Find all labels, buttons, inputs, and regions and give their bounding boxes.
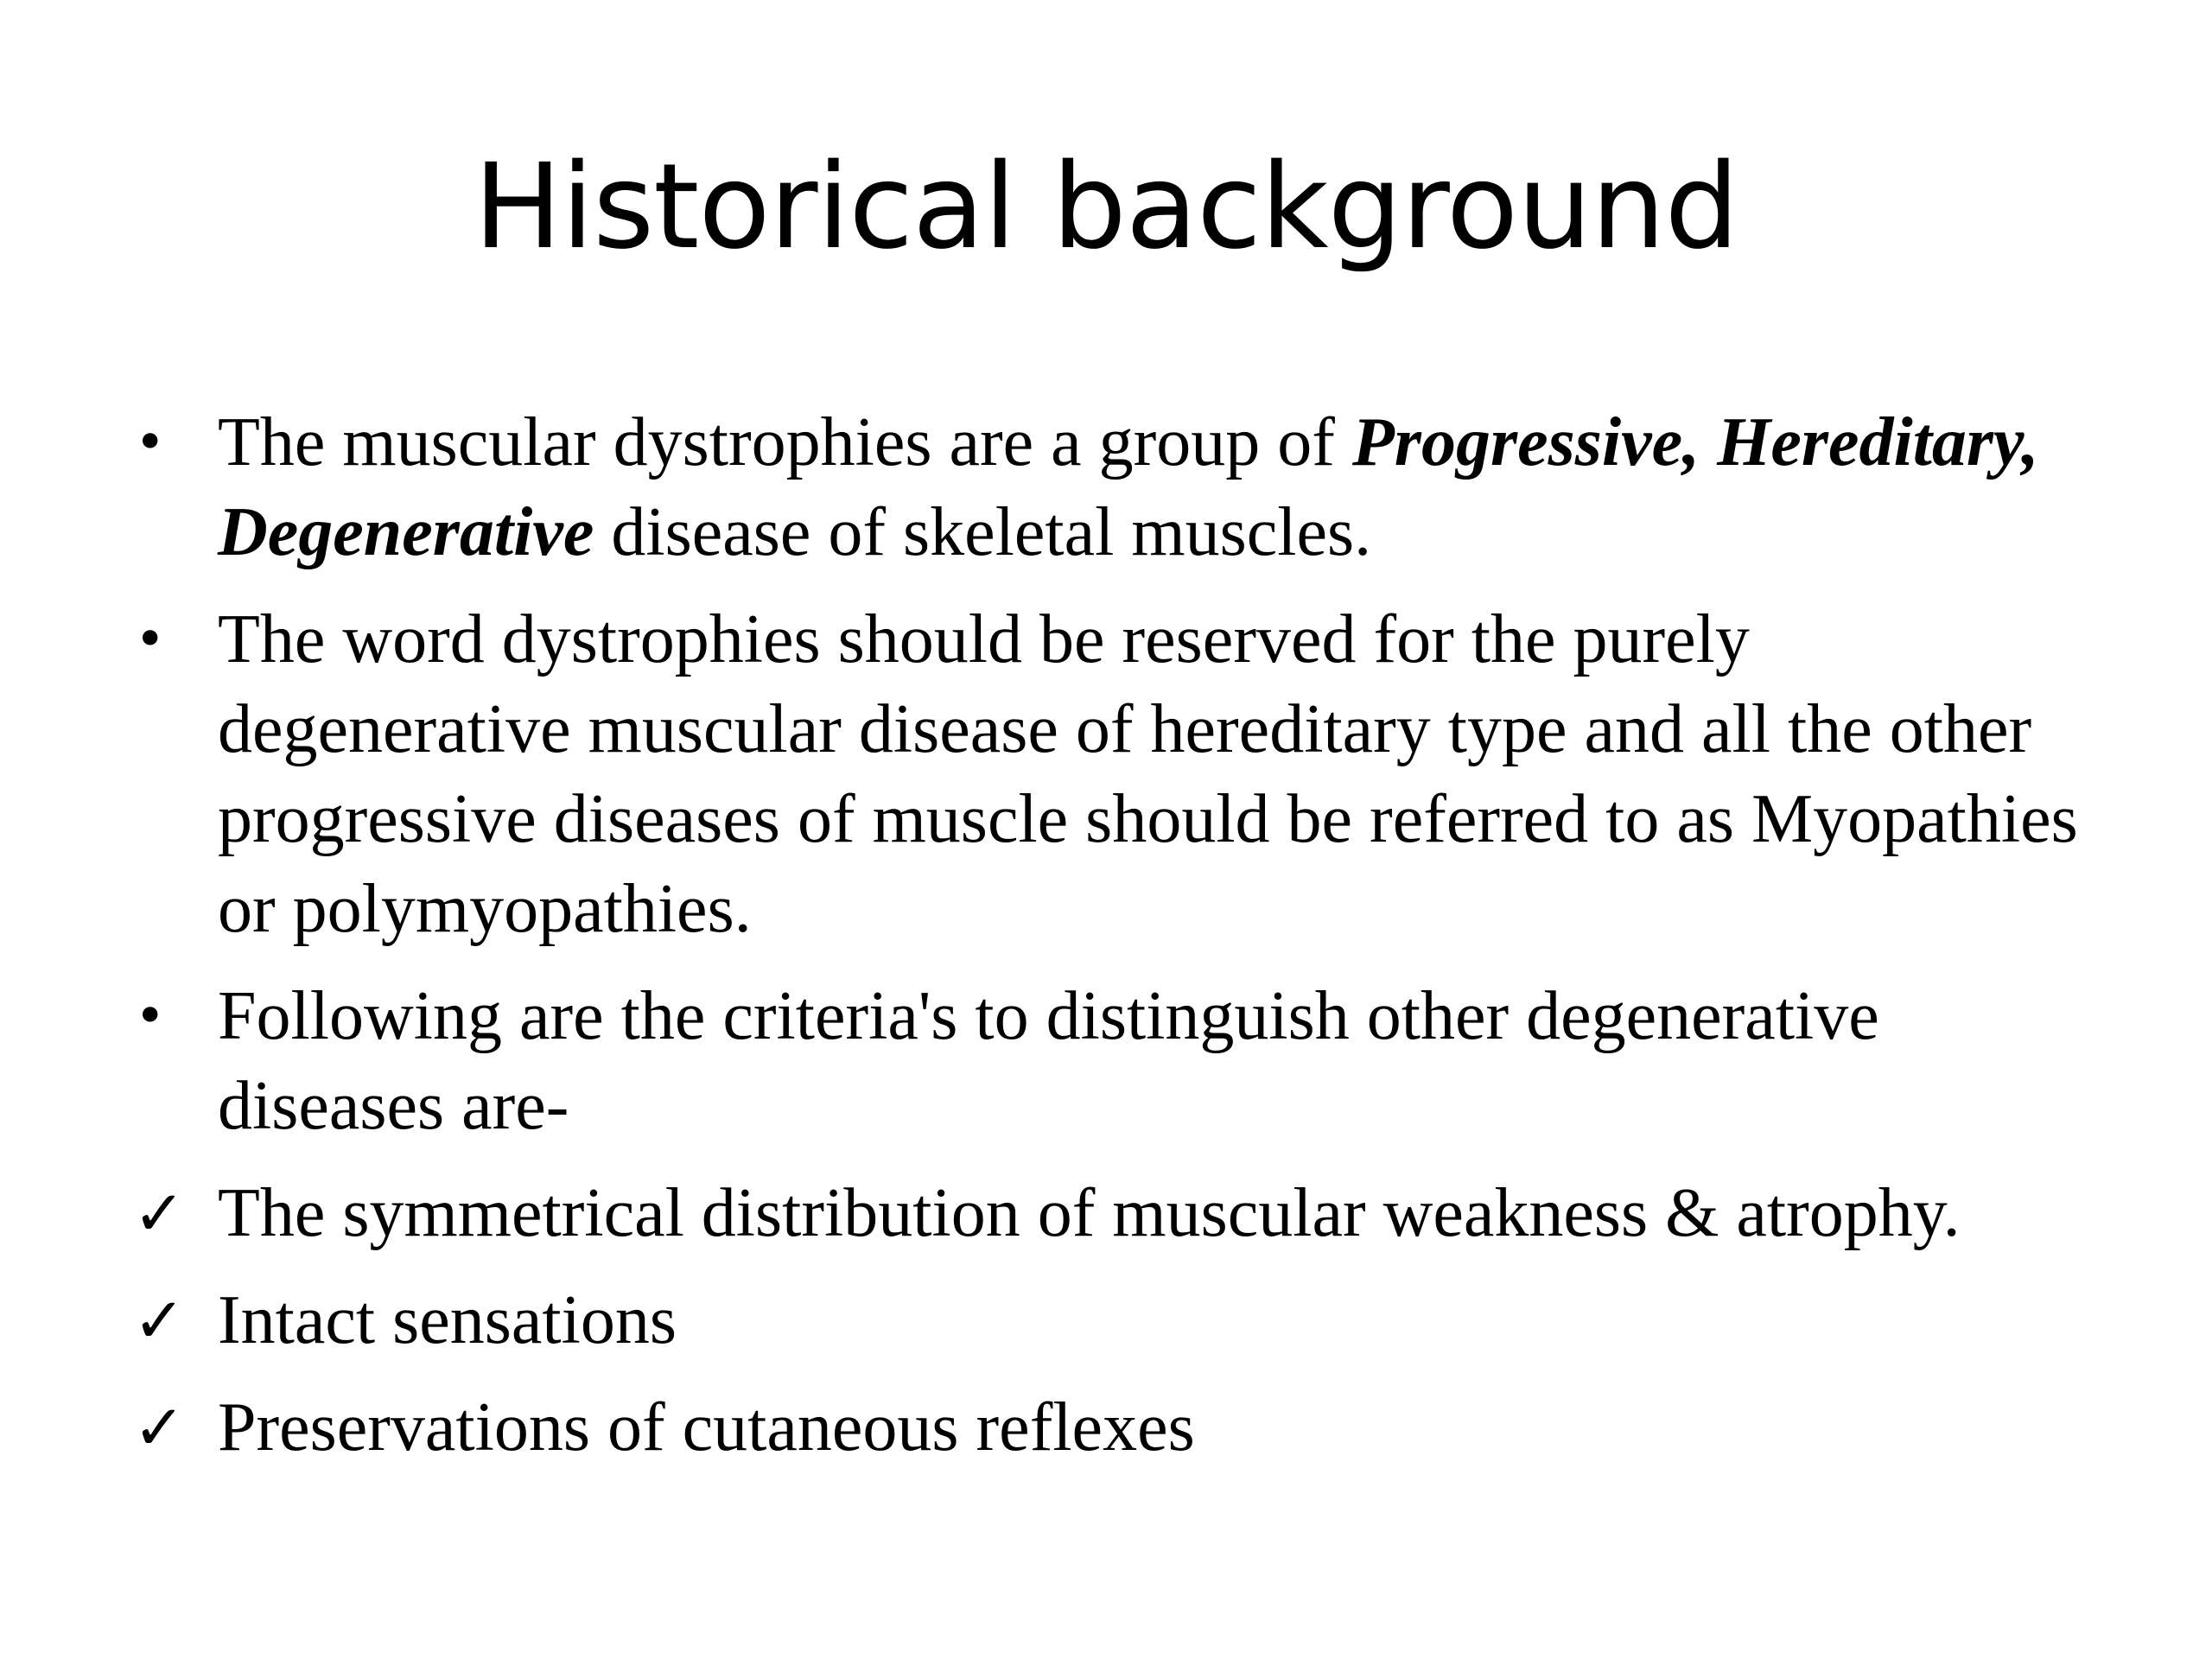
item-text: The symmetrical distribution of muscular weakness & atrophy. <box>218 1175 1961 1251</box>
list-item-criterion-reflexes <box>130 1382 2117 1472</box>
item-emphasis: Progressive, Hereditary, Degenerative <box>218 404 2039 570</box>
list-item-criterion-symmetry <box>130 1168 2117 1258</box>
list-item-definition <box>130 397 2117 577</box>
list-item-criteria-intro <box>130 971 2117 1151</box>
item-text: The word dystrophies should be reserved for the purely degenerative muscular disease of hereditary type and all the other progressive diseases of muscle should be referred to as Myopathies or polymyopathies. <box>218 601 2078 947</box>
checkmark-icon: ✓ <box>133 1391 186 1464</box>
item-text: Intact sensations <box>218 1282 677 1358</box>
bullet-marker: • <box>135 986 166 1046</box>
list-item-criterion-sensations <box>130 1275 2117 1365</box>
checkmark-icon: ✓ <box>133 1177 186 1249</box>
list-item-terminology <box>130 594 2117 954</box>
item-text-part-2: disease of skeletal muscles. <box>594 494 1372 570</box>
bullet-list <box>130 397 2117 1490</box>
item-text: Following are the criteria's to distinguish other degenerative diseases are- <box>218 978 1879 1144</box>
bullet-marker: • <box>135 609 166 670</box>
checkmark-icon: ✓ <box>133 1284 186 1357</box>
item-text-part-1: The muscular dystrophies are a group of <box>218 404 1352 480</box>
item-text: Preservations of cutaneous reflexes <box>218 1389 1195 1465</box>
slide-title: Historical background <box>474 139 1738 276</box>
bullet-marker: • <box>135 412 166 473</box>
